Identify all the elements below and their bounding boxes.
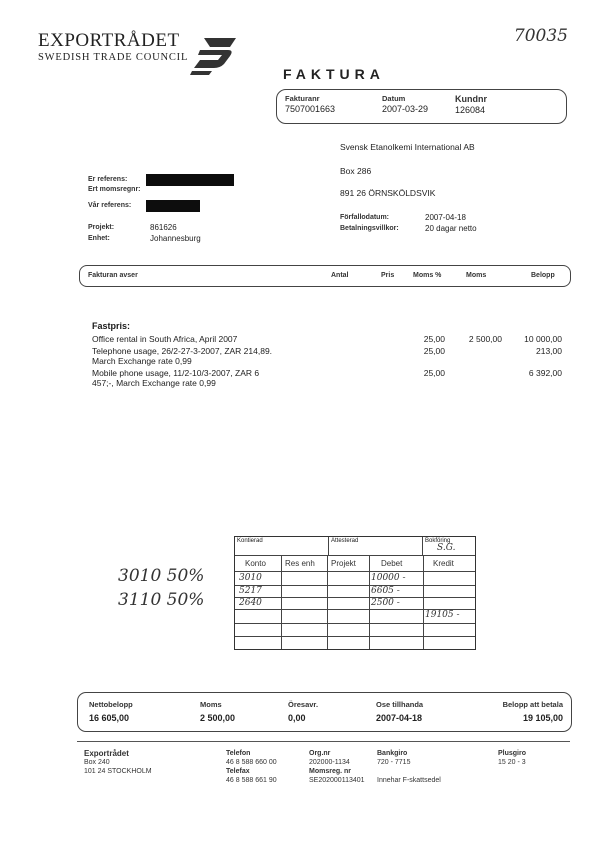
footer-telefax-value: 46 8 588 661 90: [226, 777, 277, 784]
projekt-label: Projekt:: [88, 224, 115, 231]
items-section-title: Fastpris:: [92, 321, 131, 331]
line-items-header: [79, 265, 571, 287]
customer-city: 891 26 ÖRNSKÖLDSVIK: [340, 188, 436, 198]
footer-momsreg-label: Momsreg. nr: [309, 768, 352, 775]
col-moms: Moms: [466, 272, 487, 279]
moms-label: Moms: [200, 700, 222, 709]
line-item-belopp: 213,00: [536, 346, 562, 356]
stamp-rule: [235, 623, 475, 624]
footer-phone: [226, 749, 277, 785]
stamp-bokforing: Bokföring: [425, 538, 451, 544]
footer-plusgiro-label: Plusgiro: [498, 750, 527, 757]
footer-momsreg-value: SE202000113401: [309, 777, 365, 784]
moms-value: 2 500,00: [200, 713, 236, 723]
stamp-col-projekt: Projekt: [331, 559, 356, 568]
stamp-initials: S.G.: [437, 543, 456, 553]
ose-tillhanda-label: Ose tillhanda: [376, 700, 424, 709]
stamp-rule: [235, 571, 475, 572]
totals-box: [77, 692, 572, 732]
footer-plusgiro-value: 15 20 - 3: [498, 759, 526, 766]
footer-org: [309, 749, 365, 785]
handwritten-note: 3110 50%: [118, 590, 205, 610]
betalningsvillkor-label: Betalningsvillkor:: [340, 225, 399, 232]
enhet-value: Johannesburg: [150, 234, 201, 243]
stamp-rule: [235, 555, 475, 556]
col-description: Fakturan avser: [88, 272, 138, 279]
stamp-col-line: [327, 555, 328, 649]
netto-label: Nettobelopp: [89, 700, 133, 709]
invoice-info-box: [276, 89, 567, 124]
stamp-konto-value: 2640: [239, 598, 262, 608]
line-item-desc-1: Mobile phone usage, 11/2-10/3-2007, ZAR 6: [92, 368, 260, 378]
line-item-desc: [92, 334, 322, 344]
line-item-moms-pct: 25,00: [423, 346, 445, 356]
stamp-attesterad: Attesterad: [329, 537, 423, 555]
betalningsvillkor-value: 20 dagar netto: [425, 224, 477, 233]
stamp-col-res-enh: Res enh: [285, 559, 315, 568]
ose-tillhanda-value: 2007-04-18: [376, 713, 423, 723]
footer-bankgiro-label: Bankgiro: [377, 750, 408, 757]
footer-company-box: Box 240: [84, 759, 110, 766]
fakturanr-value: 7507001663: [285, 104, 336, 114]
forfallodatum-label: Förfallodatum:: [340, 214, 389, 221]
col-moms-pct: Moms %: [413, 272, 442, 279]
var-referens-label: Vår referens:: [88, 202, 132, 209]
footer-bankgiro-value: 720 - 7715: [377, 759, 411, 766]
customer-address: Box 286: [340, 166, 372, 176]
customer-name: Svensk Etanolkemi International AB: [340, 142, 475, 152]
stamp-konto-value: 3010: [239, 573, 262, 583]
footer-bank: [377, 749, 441, 785]
col-antal: Antal: [331, 272, 349, 279]
stamp-debet-value: 2500 -: [371, 598, 400, 608]
belopp-att-betala-value: 19 105,00: [522, 713, 563, 723]
accounting-stamp: [234, 536, 476, 650]
line-item-desc-1: Office rental in South Africa, April 2007: [92, 334, 238, 344]
footer-orgnr-value: 202000-1134: [309, 759, 350, 766]
footer-company: [84, 749, 152, 776]
stamp-kontierad: Kontierad: [235, 537, 329, 555]
footer-telefon-value: 46 8 588 660 00: [226, 759, 277, 766]
stamp-debet-value: 6605 -: [371, 586, 400, 596]
redaction-bar: [146, 174, 234, 186]
line-item-desc: [92, 368, 322, 388]
ert-momsregnr-label: Ert momsregnr:: [88, 186, 141, 193]
col-pris: Pris: [381, 272, 395, 279]
stamp-konto-value: 5217: [239, 586, 262, 596]
forfallodatum-value: 2007-04-18: [425, 213, 466, 222]
footer-company-city: 101 24 STOCKHOLM: [84, 768, 152, 775]
stamp-rule: [235, 597, 475, 598]
footer-plusgiro: [498, 749, 526, 767]
stamp-col-konto: Konto: [245, 559, 266, 568]
footer-telefon-label: Telefon: [226, 750, 251, 757]
brand-subtitle: SWEDISH TRADE COUNCIL: [38, 52, 189, 63]
projekt-value: 861626: [150, 223, 177, 232]
line-item-moms-pct: 25,00: [423, 334, 445, 344]
oresavr-value: 0,00: [288, 713, 306, 723]
redaction-bar: [146, 200, 200, 212]
handwritten-note: 3010 50%: [118, 566, 205, 586]
stamp-kredit-value: 19105 -: [425, 610, 460, 620]
document-title: FAKTURA: [283, 66, 385, 82]
belopp-att-betala-label: Belopp att betala: [502, 700, 563, 709]
stamp-debet-value: 10000 -: [371, 573, 406, 583]
footer-company-name: Exportrådet: [84, 749, 129, 758]
netto-value: 16 605,00: [89, 713, 130, 723]
footer-fskatt: Innehar F-skattsedel: [377, 777, 441, 784]
brand-title: EXPORTRÅDET: [38, 30, 180, 51]
line-item-belopp: 10 000,00: [524, 334, 562, 344]
stamp-col-line: [369, 555, 370, 649]
stamp-rule: [235, 585, 475, 586]
fakturanr-label: Fakturanr: [285, 94, 320, 103]
footer-divider: [77, 741, 570, 742]
stamp-rule: [235, 636, 475, 637]
footer-telefax-label: Telefax: [226, 768, 250, 775]
er-referens-label: Er referens:: [88, 176, 128, 183]
enhet-label: Enhet:: [88, 235, 110, 242]
stamp-col-line: [281, 555, 282, 649]
line-item-moms-pct: 25,00: [423, 368, 445, 378]
footer-orgnr-label: Org.nr: [309, 750, 331, 757]
line-item-desc-2: March Exchange rate 0,99: [92, 356, 192, 366]
stamp-col-kredit: Kredit: [433, 559, 454, 568]
line-item-belopp: 6 392,00: [528, 368, 562, 378]
trade-council-logo-icon: [190, 34, 240, 76]
kundnr-label: Kundnr: [455, 94, 487, 104]
line-item-desc: [92, 346, 322, 366]
datum-label: Datum: [382, 94, 406, 103]
line-item-desc-2: 457;-, March Exchange rate 0,99: [92, 378, 216, 388]
kundnr-value: 126084: [455, 105, 486, 115]
handwritten-reference: 70035: [513, 26, 568, 46]
col-belopp: Belopp: [531, 272, 555, 279]
stamp-col-line: [423, 555, 424, 649]
oresavr-label: Öresavr.: [288, 700, 319, 709]
line-item-desc-1: Telephone usage, 26/2-27-3-2007, ZAR 214,89.: [92, 346, 273, 356]
line-item-moms: 2 500,00: [468, 334, 502, 344]
stamp-col-debet: Debet: [381, 559, 403, 568]
datum-value: 2007-03-29: [382, 104, 429, 114]
